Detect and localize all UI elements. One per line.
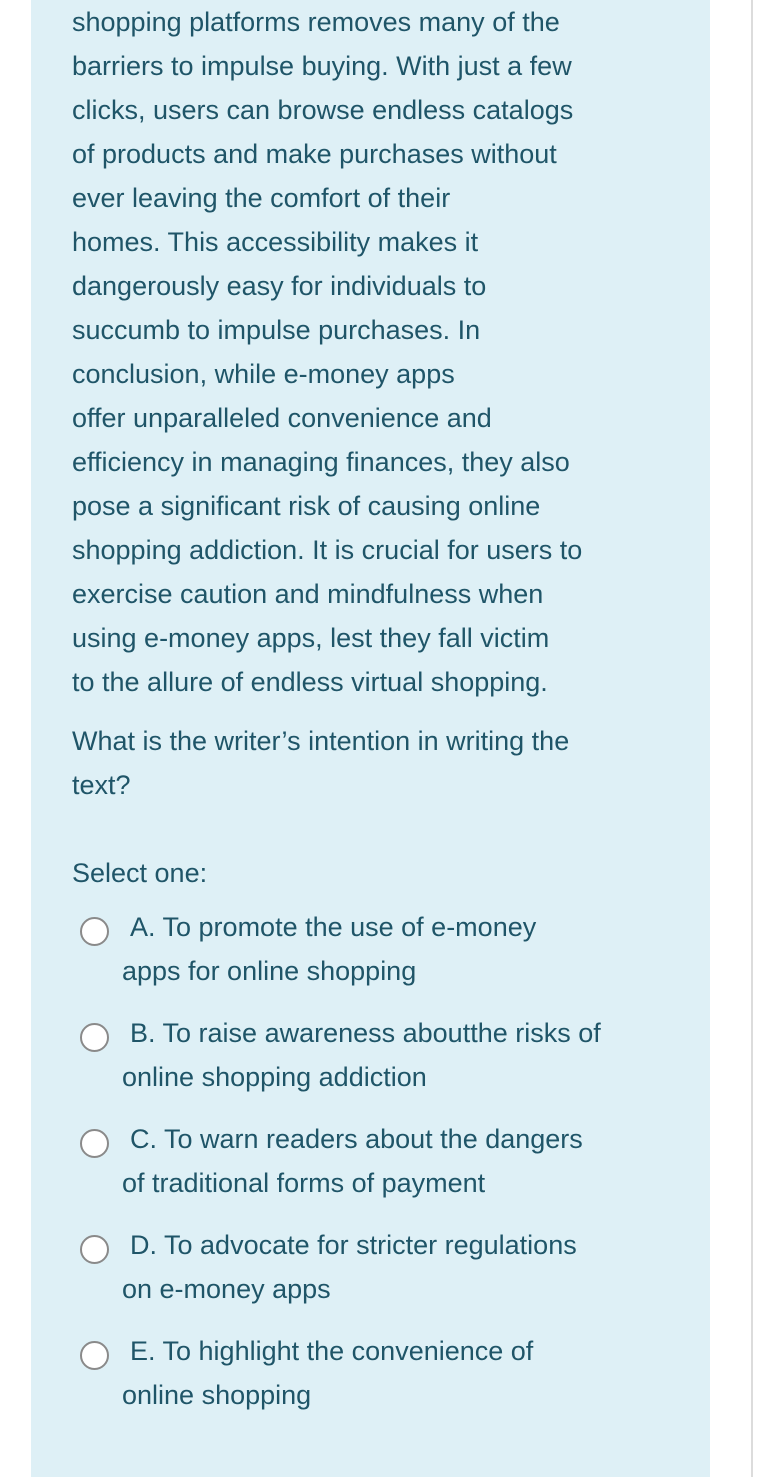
option-label: D. To advocate for stricter regulations bbox=[130, 1230, 577, 1260]
option-label: E. To highlight the convenience of bbox=[130, 1336, 534, 1366]
option-label: C. To warn readers about the dangers bbox=[130, 1124, 583, 1154]
option-label: A. To promote the use of e-money bbox=[130, 912, 537, 942]
option-d[interactable] bbox=[80, 1229, 700, 1309]
passage-line: exercise caution and mindfulness when bbox=[72, 579, 544, 609]
select-one-label: Select one: bbox=[72, 858, 208, 888]
question-line: What is the writer’s intention in writing the bbox=[72, 726, 570, 756]
radio-button[interactable] bbox=[80, 1023, 109, 1052]
passage-line: to the allure of endless virtual shopping. bbox=[72, 667, 548, 697]
option-label: online shopping addiction bbox=[122, 1062, 427, 1092]
radio-button[interactable] bbox=[80, 1129, 109, 1158]
passage-line: efficiency in managing finances, they also bbox=[72, 447, 570, 477]
passage-line: clicks, users can browse endless catalogs bbox=[72, 95, 574, 125]
option-a[interactable] bbox=[80, 911, 700, 991]
scrollbar-divider bbox=[751, 0, 753, 1477]
option-label: B. To raise awareness aboutthe risks of bbox=[130, 1018, 601, 1048]
passage-line: pose a significant risk of causing online bbox=[72, 491, 541, 521]
passage-line: shopping addiction. It is crucial for users to bbox=[72, 535, 583, 565]
option-label: of traditional forms of payment bbox=[122, 1168, 486, 1198]
passage-line: barriers to impulse buying. With just a few bbox=[72, 51, 572, 81]
option-label: online shopping bbox=[122, 1380, 312, 1410]
passage-line: succumb to impulse purchases. In bbox=[72, 315, 481, 345]
passage-line: homes. This accessibility makes it bbox=[72, 227, 479, 257]
option-e[interactable] bbox=[80, 1335, 700, 1415]
passage-line: offer unparalleled convenience and bbox=[72, 403, 492, 433]
passage-line: ever leaving the comfort of their bbox=[72, 183, 451, 213]
radio-button[interactable] bbox=[80, 1235, 109, 1264]
passage-line: shopping platforms removes many of the bbox=[72, 7, 560, 37]
question-line: text? bbox=[72, 770, 131, 800]
passage-line: dangerously easy for individuals to bbox=[72, 271, 487, 301]
option-c[interactable] bbox=[80, 1123, 700, 1203]
passage-line: using e-money apps, lest they fall victim bbox=[72, 623, 550, 653]
radio-button[interactable] bbox=[80, 917, 109, 946]
option-label: on e-money apps bbox=[122, 1274, 331, 1304]
passage-line: conclusion, while e-money apps bbox=[72, 359, 455, 389]
radio-button[interactable] bbox=[80, 1341, 109, 1370]
option-label: apps for online shopping bbox=[122, 956, 417, 986]
option-b[interactable] bbox=[80, 1017, 700, 1097]
passage-line: of products and make purchases without bbox=[72, 139, 557, 169]
